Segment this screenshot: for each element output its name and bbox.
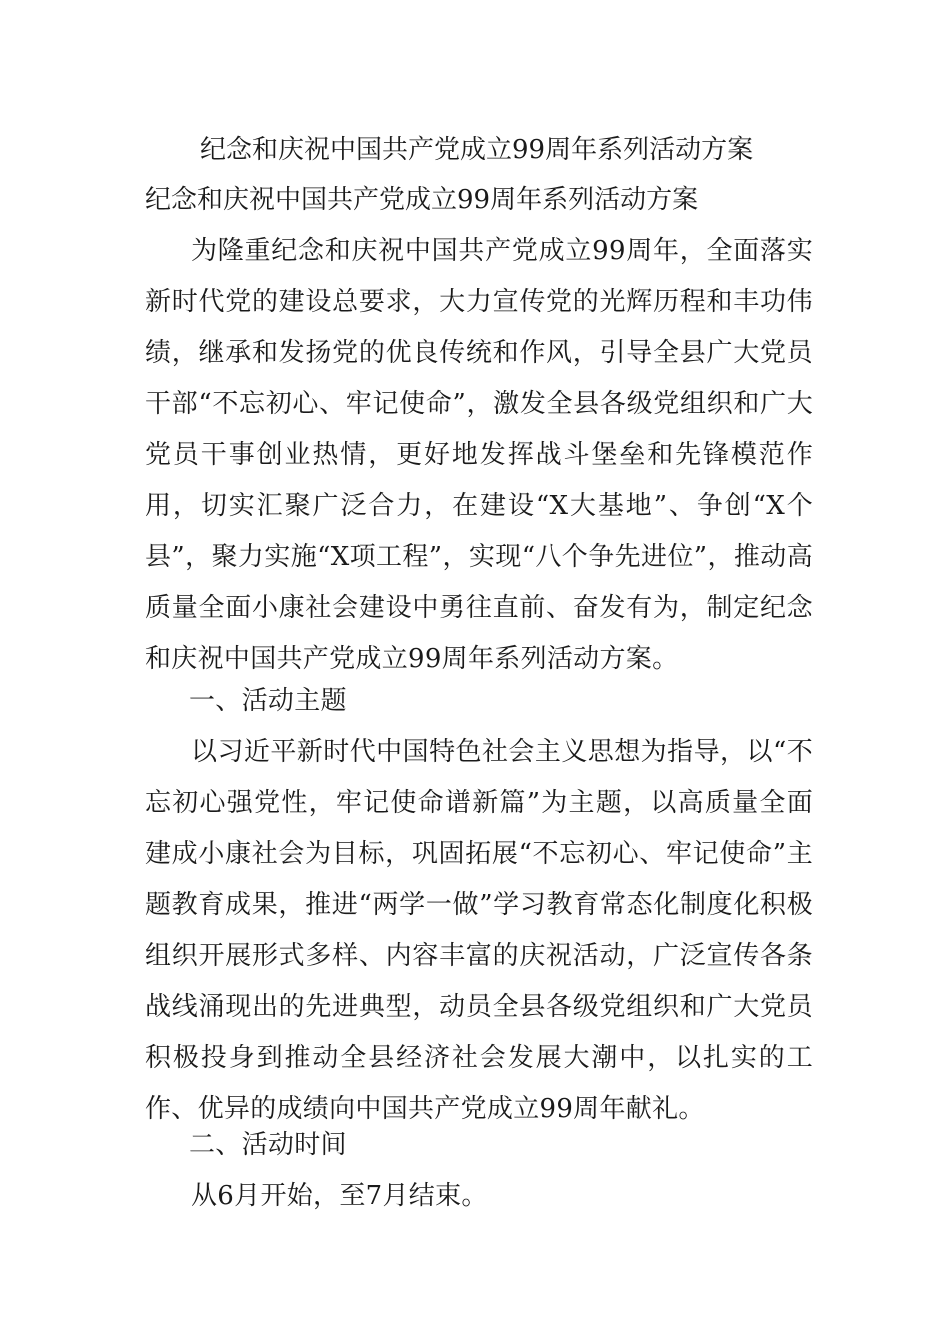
theme-paragraph: 以习近平新时代中国特色社会主义思想为指导，以“不忘初心强党性，牢记使命谱新篇”为主题，以高质量全面建成小康社会为目标，巩固拓展“不忘初心、牢记使命”主题教育成果，推进“两学一做”学习教育常态化制度化积极组织开展形式多样、内容丰富的庆祝活动，广泛宣传各条战线涌现出的先进典型，动员全县各级党组织和广大党员积极投身到推动全县经济社会发展大潮中，以扎实的工作、优异的成绩向中国共产党成立99周年献礼。: [145, 737, 813, 1124]
time-paragraph: 从6月开始，至7月结束。: [191, 1181, 488, 1211]
document-subtitle: 纪念和庆祝中国共产党成立99周年系列活动方案: [145, 185, 699, 215]
section-heading-time: 二、活动时间: [189, 1130, 347, 1160]
section-heading-theme: 一、活动主题: [189, 686, 347, 716]
intro-paragraph: 为隆重纪念和庆祝中国共产党成立99周年，全面落实新时代党的建设总要求，大力宣传党的光辉历程和丰功伟绩，继承和发扬党的优良传统和作风，引导全县广大党员干部“不忘初心、牢记使命”，激发全县各级党组织和广大党员干事创业热情，更好地发挥战斗堡垒和先锋模范作用，切实汇聚广泛合力，在建设“X大基地”、争创“X个县”，聚力实施“X项工程”，实现“八个争先进位”，推动高质量全面小康社会建设中勇往直前、奋发有为，制定纪念和庆祝中国共产党成立99周年系列活动方案。: [145, 236, 813, 674]
document-title: 纪念和庆祝中国共产党成立99周年系列活动方案: [200, 135, 754, 165]
